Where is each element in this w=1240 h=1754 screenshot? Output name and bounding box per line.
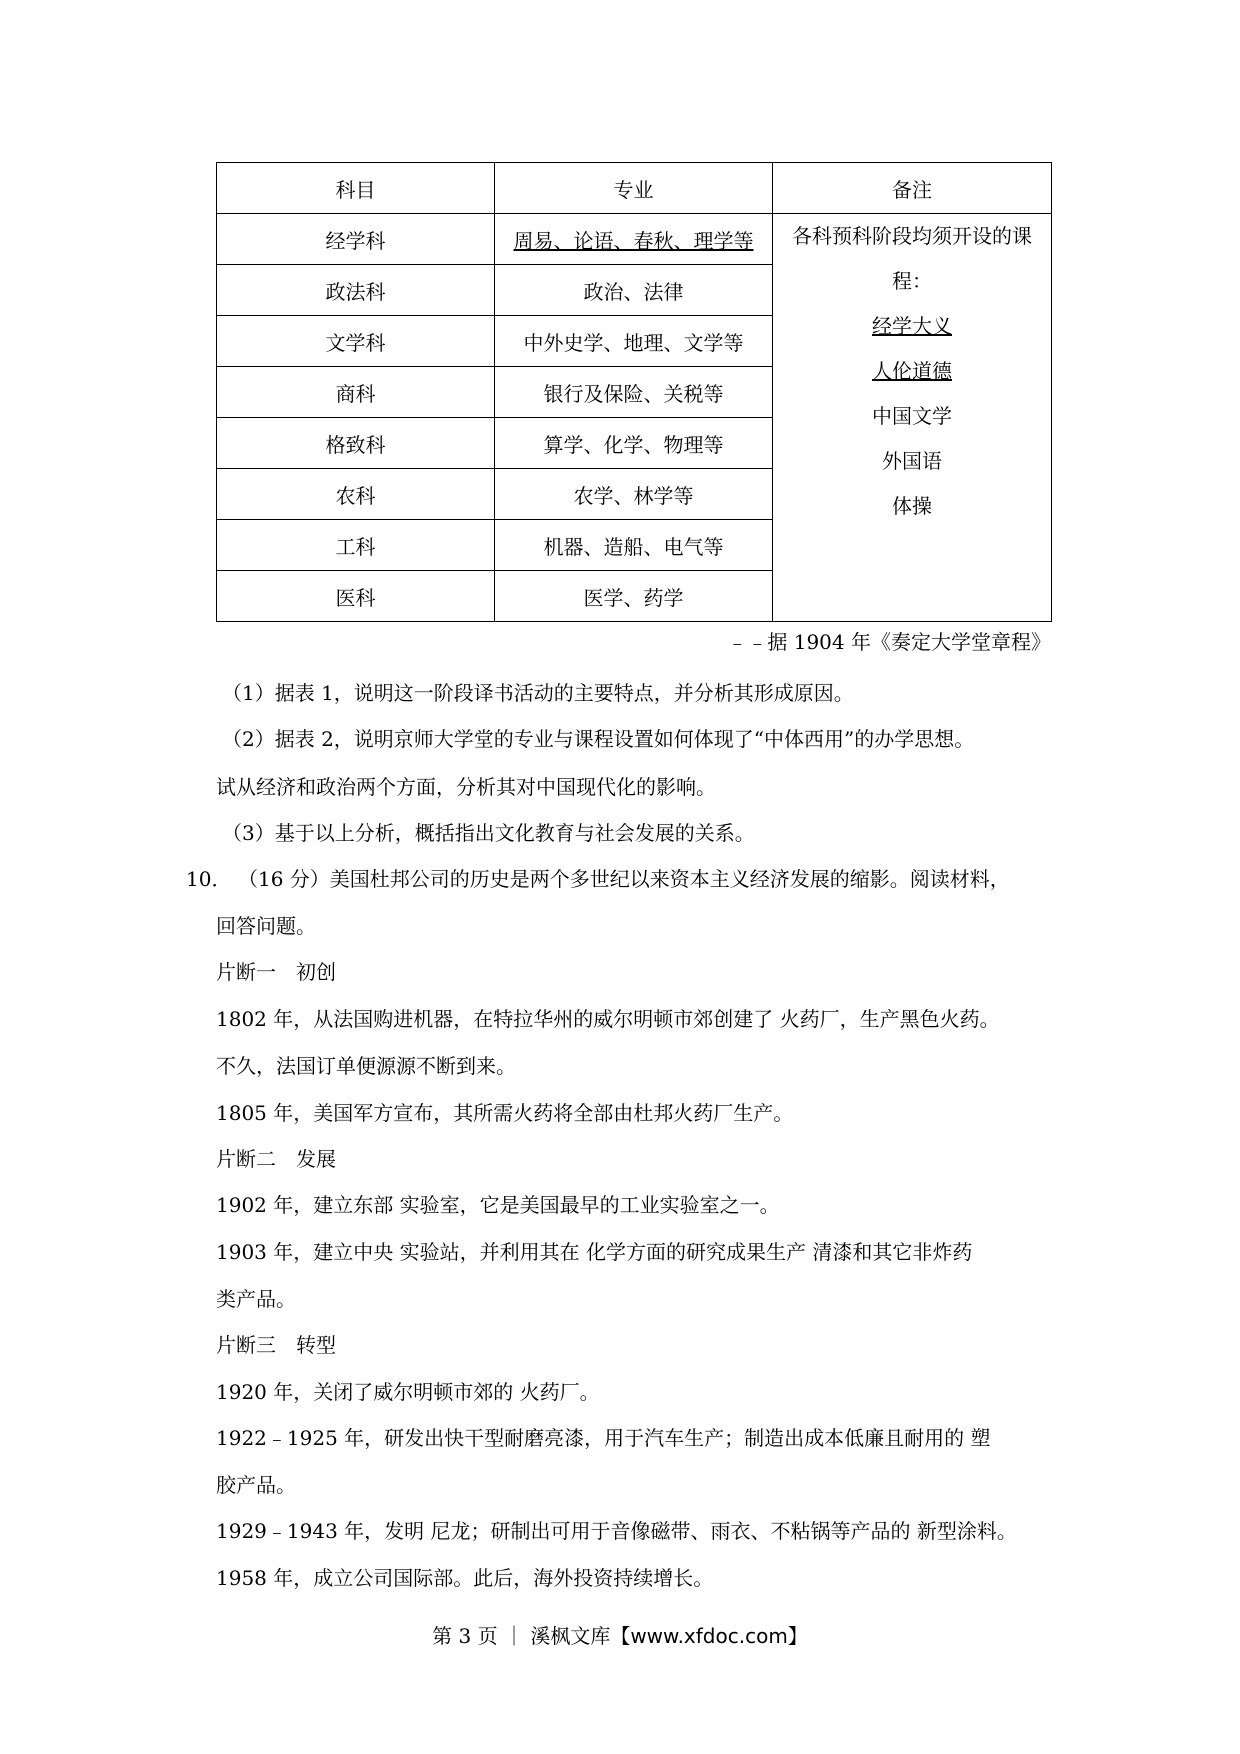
segment-2-paragraph: 1902 年，建立东部 实验室，它是美国最早的工业实验室之一。 bbox=[216, 1193, 780, 1217]
segment-1-paragraph: 不久，法国订单便源源不断到来。 bbox=[216, 1054, 516, 1078]
header-major: 专业 bbox=[495, 163, 773, 214]
subject-cell: 经学科 bbox=[217, 214, 495, 265]
segment-3-paragraph: 1929﹣1943 年，发明 尼龙；研制出可用于音像磁带、雨衣、不粘锅等产品的 新型涂料。 bbox=[216, 1519, 1017, 1543]
segment-1-paragraph: 1805 年，美国军方宣布，其所需火药将全部由杜邦火药厂生产。 bbox=[216, 1101, 794, 1125]
major-text: 周易、论语、春秋、理学等 bbox=[513, 228, 754, 253]
page-number: 第 3 页 ｜ bbox=[432, 1624, 524, 1648]
notes-item: 人伦道德 bbox=[872, 359, 952, 383]
notes-item: 经学大义 bbox=[872, 314, 952, 338]
subject-cell: 商科 bbox=[217, 367, 495, 418]
question-9-1: （1）据表 1，说明这一阶段译书活动的主要特点，并分析其形成原因。 bbox=[222, 681, 854, 705]
major-cell: 医学、药学 bbox=[495, 571, 773, 622]
notes-item: 外国语 bbox=[882, 449, 942, 473]
subject-cell: 格致科 bbox=[217, 418, 495, 469]
table-header-row bbox=[217, 163, 1052, 214]
major-cell: 政治、法律 bbox=[495, 265, 773, 316]
subject-cell: 医科 bbox=[217, 571, 495, 622]
notes-item: 体操 bbox=[892, 494, 932, 518]
major-cell bbox=[495, 214, 773, 265]
notes-line: 程： bbox=[892, 269, 932, 293]
page-footer bbox=[0, 1620, 1240, 1649]
notes-item: 中国文学 bbox=[872, 404, 952, 428]
segment-2-paragraph: 1903 年，建立中央 实验站，并利用其在 化学方面的研究成果生产 清漆和其它非炸药 bbox=[216, 1240, 973, 1264]
notes-line: 各科预科阶段均须开设的课 bbox=[792, 224, 1032, 248]
segment-3-paragraph: 1958 年，成立公司国际部。此后，海外投资持续增长。 bbox=[216, 1566, 714, 1590]
segment-1-title: 片断一 初创 bbox=[216, 960, 336, 984]
question-9-3: （3）基于以上分析，概括指出文化教育与社会发展的关系。 bbox=[222, 821, 755, 845]
segment-2-paragraph: 类产品。 bbox=[216, 1287, 296, 1311]
segment-3-title: 片断三 转型 bbox=[216, 1333, 336, 1357]
question-10-intro: （16 分）美国杜邦公司的历史是两个多世纪以来资本主义经济发展的缩影。阅读材料， bbox=[238, 867, 1010, 891]
curriculum-table bbox=[216, 162, 1052, 622]
major-cell: 银行及保险、关税等 bbox=[495, 367, 773, 418]
site-name: 溪枫文库【www.xfdoc.com】 bbox=[530, 1624, 808, 1648]
major-cell: 机器、造船、电气等 bbox=[495, 520, 773, 571]
question-10-number: 10． bbox=[186, 867, 232, 891]
question-9-2-cont: 试从经济和政治两个方面，分析其对中国现代化的影响。 bbox=[216, 775, 716, 799]
subject-cell: 工科 bbox=[217, 520, 495, 571]
header-notes: 备注 bbox=[773, 163, 1052, 214]
segment-2-title: 片断二 发展 bbox=[216, 1147, 336, 1171]
segment-3-paragraph: 胶产品。 bbox=[216, 1473, 296, 1497]
question-10-intro-cont: 回答问题。 bbox=[216, 914, 316, 938]
major-cell: 算学、化学、物理等 bbox=[495, 418, 773, 469]
subject-cell: 文学科 bbox=[217, 316, 495, 367]
subject-cell: 农科 bbox=[217, 469, 495, 520]
subject-cell: 政法科 bbox=[217, 265, 495, 316]
header-subject: 科目 bbox=[217, 163, 495, 214]
segment-1-paragraph: 1802 年，从法国购进机器，在特拉华州的威尔明顿市郊创建了 火药厂，生产黑色火药。 bbox=[216, 1007, 1000, 1031]
notes-item-wrap bbox=[773, 304, 1051, 349]
notes-cell bbox=[773, 214, 1052, 622]
segment-3-paragraph: 1922﹣1925 年，研发出快干型耐磨亮漆，用于汽车生产；制造出成本低廉且耐用的 塑 bbox=[216, 1426, 991, 1450]
table-row bbox=[217, 214, 1052, 265]
question-9-2: （2）据表 2，说明京师大学堂的专业与课程设置如何体现了“中体西用”的办学思想。 bbox=[222, 727, 975, 751]
segment-3-paragraph: 1920 年，关闭了威尔明顿市郊的 火药厂。 bbox=[216, 1380, 600, 1404]
table-source: ﹣﹣据 1904 年《奏定大学堂章程》 bbox=[727, 630, 1051, 654]
major-cell: 农学、林学等 bbox=[495, 469, 773, 520]
notes-item-wrap bbox=[773, 349, 1051, 394]
major-cell: 中外史学、地理、文学等 bbox=[495, 316, 773, 367]
